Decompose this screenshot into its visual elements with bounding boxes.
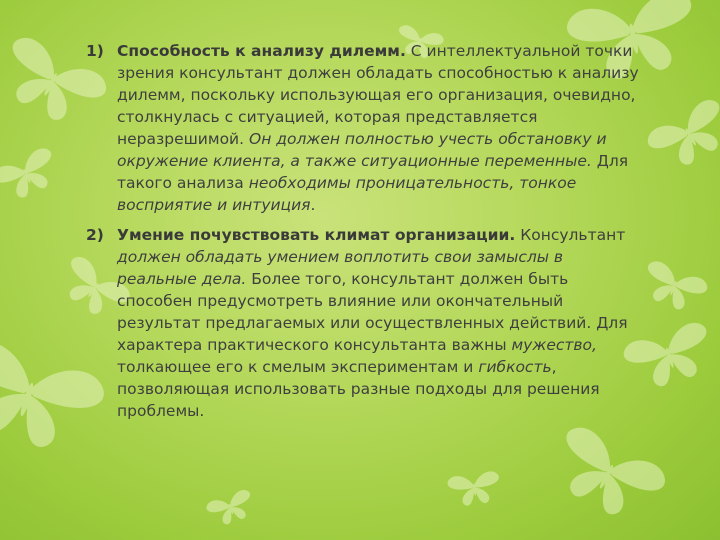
list-item-organization-climate bbox=[86, 224, 646, 422]
item-text: Более того, консультант должен быть способен предусмотреть влияние или окончательный результат предлагаемых или осуществленных действий. Для характера практического консультанта важны bbox=[117, 270, 628, 354]
item-text: толкающее его к смелым экспериментам и bbox=[117, 358, 479, 376]
item-text-italic: должен обладать умением воплотить свои замыслы в реальные дела. bbox=[117, 248, 564, 288]
item-text: , позволяющая использовать разные подходы для решения проблемы. bbox=[117, 358, 600, 420]
item-text: Консультант bbox=[515, 226, 626, 244]
item-heading: Способность к анализу дилемм. bbox=[117, 42, 406, 60]
slide-content bbox=[86, 40, 646, 430]
list-item-dilemma-analysis bbox=[86, 40, 646, 216]
item-heading: Умение почувствовать климат организации. bbox=[117, 226, 516, 244]
item-text-italic: мужество, bbox=[511, 336, 597, 354]
list-number: 2) bbox=[86, 226, 104, 244]
item-text: Для такого анализа bbox=[117, 152, 629, 192]
item-text-italic: необходимы проницательность, тонкое восприятие и интуиция bbox=[117, 174, 577, 214]
item-text: . bbox=[310, 196, 316, 214]
list-number: 1) bbox=[86, 42, 104, 60]
item-text: С интеллектуальной точки зрения консультант должен обладать способностью к анализу дилемм, поскольку использующая его организация, очевидно, столкнулась с ситуацией, которая представляется неразрешимой. bbox=[117, 42, 639, 148]
item-text-italic: Он должен полностью учесть обстановку и окружение клиента, а также ситуационные переменные. bbox=[117, 130, 607, 170]
item-text-italic: гибкость bbox=[478, 358, 552, 376]
